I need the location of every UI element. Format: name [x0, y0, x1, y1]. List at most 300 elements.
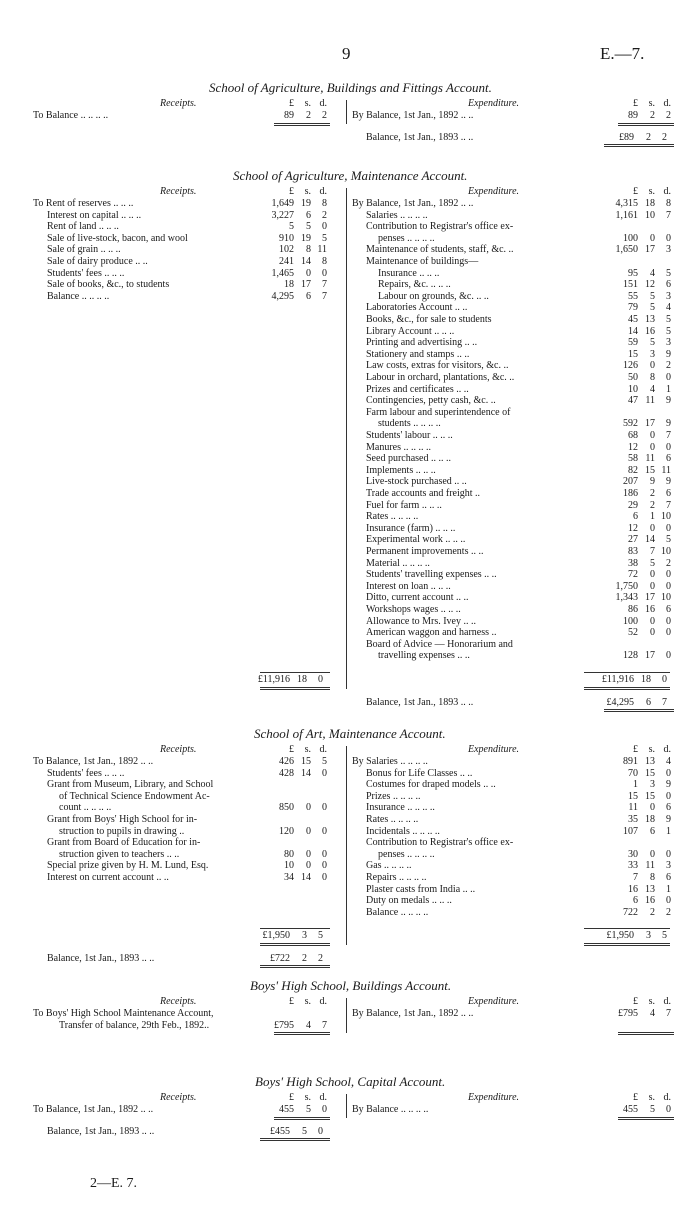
expenditure-label: Manures .. .. .. .. [366, 441, 431, 453]
amount-d: 6 [666, 872, 671, 883]
expenditure-carried-amount [600, 697, 667, 708]
expenditure-money-header [604, 744, 671, 755]
expenditure-amount [604, 279, 671, 290]
amount-d: d. [663, 996, 671, 1007]
amount-d: 7 [666, 209, 671, 221]
expenditure-label: Permanent improvements .. .. [366, 546, 484, 557]
expenditure-header: Expenditure. [468, 1092, 520, 1103]
amount-l: £11,916 [257, 674, 290, 685]
expenditure-label: Costumes for draped models .. .. [366, 779, 496, 791]
amount-l: 128 [623, 650, 638, 662]
amount-d: 0 [666, 848, 671, 860]
amount-s: 18 [297, 674, 307, 685]
receipts-total [256, 930, 323, 941]
receipts-total-rule [260, 928, 330, 929]
amount-l: 18 [284, 279, 294, 291]
expenditure-label: By Balance .. .. .. .. [352, 1104, 429, 1115]
expenditure-label: Plaster casts from India .. .. [366, 883, 476, 895]
receipts-label: Rent of land .. .. .. [47, 221, 119, 233]
receipts-amount [260, 1020, 327, 1031]
amount-d: 3 [666, 290, 671, 302]
amount-l: 1,161 [615, 209, 638, 221]
amount-s: 0 [306, 267, 311, 279]
receipts-label: Students' fees .. .. .. [47, 267, 125, 279]
amount-d: 0 [666, 569, 671, 581]
expenditure-label: Duty on medals .. .. .. [366, 895, 452, 907]
amount-s: 0 [306, 802, 311, 814]
column-divider [346, 998, 347, 1033]
expenditure-label: Printing and advertising .. .. [366, 337, 478, 349]
receipts-amount [260, 872, 327, 883]
amount-l: 455 [623, 1104, 638, 1115]
expenditure-amount [604, 110, 671, 121]
amount-s: 2 [302, 953, 307, 965]
expenditure-label: Contribution to Registrar's office ex- [366, 221, 514, 233]
expenditure-label: Balance .. .. .. .. [366, 906, 429, 918]
expenditure-amount [604, 337, 671, 348]
expenditure-label: Insurance .. .. .. [378, 267, 440, 279]
receipts-amount [260, 802, 327, 813]
expenditure-label: By Balance, 1st Jan., 1892 .. .. [352, 1008, 474, 1019]
amount-l: 55 [628, 290, 638, 302]
expenditure-label: Contribution to Registrar's office ex- [366, 837, 514, 849]
amount-s: 12 [645, 279, 655, 291]
receipts-amount [260, 860, 327, 871]
receipts-amount [260, 849, 327, 860]
expenditure-label: Trade accounts and freight .. [366, 488, 481, 499]
receipts-carried-rule [260, 965, 330, 966]
expenditure-label: Rates .. .. .. .. [366, 511, 419, 523]
amount-l: 16 [628, 883, 638, 895]
amount-s: 0 [650, 627, 655, 639]
expenditure-label: Prizes .. .. .. .. [366, 790, 421, 802]
amount-l: 186 [623, 488, 638, 499]
amount-d: 9 [666, 418, 671, 430]
column-divider [346, 746, 347, 945]
amount-d: 0 [666, 232, 671, 244]
receipts-money-header [260, 1092, 327, 1103]
receipts-amount [260, 279, 327, 290]
expenditure-carried-rule [604, 146, 674, 147]
amount-l: £ [289, 1092, 294, 1103]
amount-d: 0 [322, 802, 327, 814]
receipts-label: Grant from Boys' High School for in- [47, 814, 198, 825]
account-title: Boys' High School, Buildings Account. [250, 978, 452, 993]
receipts-label: count .. .. .. .. [59, 802, 112, 814]
receipts-amount [260, 210, 327, 221]
receipts-total-rule [260, 672, 330, 673]
amount-s: 5 [650, 557, 655, 569]
amount-d: 7 [666, 430, 671, 441]
amount-l: 72 [628, 569, 638, 581]
expenditure-header: Expenditure. [468, 186, 520, 197]
amount-s: 6 [306, 209, 311, 221]
amount-s: 17 [645, 244, 655, 256]
receipts-label: Special prize given by H. M. Lund, Esq. [47, 860, 209, 872]
amount-d: 0 [666, 580, 671, 592]
amount-d: 9 [666, 348, 671, 360]
receipts-label: To Rent of reserves .. .. .. [33, 198, 134, 209]
expenditure-money-header [604, 186, 671, 197]
amount-d: 6 [666, 453, 671, 465]
expenditure-total [600, 930, 667, 941]
expenditure-amount [604, 884, 671, 895]
amount-l: 82 [628, 464, 638, 476]
expenditure-amount [604, 534, 671, 545]
expenditure-balance-rule [618, 1119, 674, 1120]
amount-s: 2 [650, 110, 655, 121]
receipts-carried-rule [260, 967, 330, 968]
expenditure-total-rule-double [584, 943, 670, 944]
receipts-carried-amount [256, 953, 323, 964]
amount-l: 428 [279, 767, 294, 779]
receipts-total [256, 674, 323, 685]
expenditure-amount [604, 1008, 671, 1019]
receipts-amount [260, 268, 327, 279]
amount-l: 7 [633, 872, 638, 883]
amount-l: £1,950 [606, 930, 634, 942]
amount-d: d. [663, 744, 671, 755]
amount-d: 0 [666, 895, 671, 907]
amount-s: 0 [650, 232, 655, 244]
amount-d: 7 [322, 290, 327, 302]
expenditure-label: Students' travelling expenses .. .. [366, 569, 497, 581]
amount-d: 11 [317, 244, 327, 256]
amount-d: 6 [666, 279, 671, 291]
amount-s: 15 [645, 790, 655, 802]
expenditure-label: Library Account .. .. .. [366, 325, 455, 337]
amount-s: 4 [650, 383, 655, 395]
amount-l: 83 [628, 546, 638, 557]
amount-l: 15 [628, 790, 638, 802]
amount-s: 16 [645, 895, 655, 907]
expenditure-amount [604, 523, 671, 534]
expenditure-amount [604, 627, 671, 638]
amount-s: 0 [650, 430, 655, 441]
amount-s: 15 [645, 767, 655, 779]
column-divider [346, 1094, 347, 1118]
amount-l: 3,227 [271, 209, 294, 221]
amount-d: 1 [666, 883, 671, 895]
amount-d: 0 [322, 848, 327, 860]
amount-s: 5 [302, 1125, 307, 1137]
expenditure-amount [604, 791, 671, 802]
receipts-total-rule-double [260, 689, 330, 690]
amount-l: £ [289, 744, 294, 755]
expenditure-amount [604, 314, 671, 325]
expenditure-amount [604, 395, 671, 406]
amount-d: 7 [322, 279, 327, 291]
amount-d: 8 [666, 198, 671, 209]
expenditure-amount [604, 384, 671, 395]
receipts-header: Receipts. [160, 996, 197, 1007]
expenditure-label: Contingencies, petty cash, &c. .. [366, 395, 496, 407]
amount-d: d. [663, 1092, 671, 1103]
amount-l: 29 [628, 499, 638, 511]
amount-d: 1 [666, 825, 671, 837]
expenditure-amount [604, 592, 671, 603]
amount-s: 15 [301, 756, 311, 767]
amount-l: 52 [628, 627, 638, 639]
amount-d: 0 [666, 372, 671, 383]
amount-s: 14 [301, 767, 311, 779]
expenditure-amount [604, 500, 671, 511]
amount-l: 1,465 [271, 267, 294, 279]
amount-d: 2 [666, 906, 671, 918]
receipts-label: To Balance .. .. .. .. [33, 110, 109, 121]
amount-l: £ [633, 996, 638, 1007]
receipts-label: of Technical Science Endowment Ac- [59, 790, 210, 802]
expenditure-label: Stationery and stamps .. .. [366, 348, 470, 360]
amount-s: 16 [645, 325, 655, 337]
amount-d: 2 [662, 131, 667, 143]
amount-s: 0 [306, 848, 311, 860]
receipts-label: Interest on current account .. .. [47, 872, 169, 883]
amount-s: 0 [650, 848, 655, 860]
amount-s: 3 [646, 930, 651, 942]
expenditure-header: Expenditure. [468, 996, 520, 1007]
amount-d: 0 [318, 1125, 323, 1137]
expenditure-money-header [604, 98, 671, 109]
receipts-total-rule-double [260, 687, 330, 688]
expenditure-label: Fuel for farm .. .. .. [366, 499, 442, 511]
amount-l: 12 [628, 522, 638, 534]
amount-l: 59 [628, 337, 638, 349]
amount-s: s. [304, 98, 311, 109]
amount-d: 5 [322, 756, 327, 767]
receipts-label: Grant from Board of Education for in- [47, 837, 201, 849]
amount-l: 14 [628, 325, 638, 337]
amount-l: £455 [270, 1125, 290, 1137]
amount-d: 1 [666, 383, 671, 395]
expenditure-amount [604, 210, 671, 221]
expenditure-total-rule-double [584, 689, 670, 690]
receipts-carried-label: Balance, 1st Jan., 1893 .. .. [47, 1125, 155, 1137]
receipts-label: Sale of dairy produce .. .. [47, 256, 148, 267]
amount-d: 2 [666, 360, 671, 372]
receipts-header: Receipts. [160, 186, 197, 197]
amount-s: s. [648, 744, 655, 755]
amount-l: 79 [628, 302, 638, 314]
amount-d: 7 [322, 1019, 327, 1031]
amount-d: 0 [322, 1104, 327, 1115]
page-reference: E.—7. [600, 44, 645, 63]
amount-d: 9 [666, 779, 671, 791]
amount-s: 17 [645, 650, 655, 662]
expenditure-amount [604, 768, 671, 779]
expenditure-total [600, 674, 667, 685]
amount-s: 8 [306, 244, 311, 256]
expenditure-balance-rule [618, 1032, 674, 1033]
amount-l: 207 [623, 476, 638, 488]
receipts-amount [260, 756, 327, 767]
amount-l: £ [633, 98, 638, 109]
account-title: School of Agriculture, Maintenance Account. [233, 168, 468, 183]
amount-d: 9 [666, 814, 671, 825]
amount-s: 0 [650, 569, 655, 581]
amount-d: d. [319, 98, 327, 109]
expenditure-amount [604, 442, 671, 453]
expenditure-amount [604, 302, 671, 313]
amount-l: 241 [279, 256, 294, 267]
expenditure-label: Insurance .. .. .. .. [366, 802, 435, 814]
receipts-amount [260, 291, 327, 302]
amount-s: 6 [306, 290, 311, 302]
amount-l: 126 [623, 360, 638, 372]
expenditure-label: Workshops wages .. .. .. [366, 604, 461, 615]
amount-s: 4 [306, 1019, 311, 1031]
receipts-header: Receipts. [160, 98, 197, 109]
amount-d: 0 [662, 674, 667, 685]
amount-l: 891 [623, 756, 638, 767]
receipts-label: Students' fees .. .. .. [47, 767, 125, 779]
amount-s: 0 [650, 441, 655, 453]
amount-l: 58 [628, 453, 638, 465]
amount-l: 1 [633, 779, 638, 791]
amount-l: 12 [628, 441, 638, 453]
expenditure-amount [604, 814, 671, 825]
page-number: 9 [342, 44, 351, 63]
expenditure-amount [604, 872, 671, 883]
amount-d: 0 [322, 825, 327, 837]
amount-s: s. [304, 186, 311, 197]
expenditure-label: Live-stock purchased .. .. [366, 476, 467, 488]
amount-s: 11 [645, 453, 655, 465]
column-divider [346, 100, 347, 124]
expenditure-label: travelling expenses .. .. [378, 650, 470, 662]
amount-s: 2 [650, 488, 655, 499]
amount-l: 68 [628, 430, 638, 441]
expenditure-amount [604, 616, 671, 627]
expenditure-amount [604, 546, 671, 557]
expenditure-label: Insurance (farm) .. .. .. [366, 522, 456, 534]
expenditure-amount [604, 372, 671, 383]
receipts-label: Balance .. .. .. .. [47, 290, 110, 302]
expenditure-label: Books, &c., for sale to students [366, 314, 492, 325]
amount-s: 13 [645, 756, 655, 767]
amount-s: 5 [650, 290, 655, 302]
amount-s: 2 [650, 499, 655, 511]
amount-l: 80 [284, 848, 294, 860]
amount-s: s. [648, 186, 655, 197]
expenditure-total-rule [584, 672, 670, 673]
amount-d: 2 [666, 557, 671, 569]
amount-s: 14 [645, 534, 655, 546]
amount-l: 107 [623, 825, 638, 837]
expenditure-label: By Balance, 1st Jan., 1892 .. .. [352, 110, 474, 121]
expenditure-amount [604, 779, 671, 790]
amount-l: 34 [284, 872, 294, 883]
amount-d: 10 [661, 546, 671, 557]
amount-s: 16 [645, 604, 655, 615]
receipts-money-header [260, 98, 327, 109]
amount-d: d. [663, 186, 671, 197]
expenditure-header: Expenditure. [468, 744, 520, 755]
expenditure-amount [604, 268, 671, 279]
receipts-label: To Balance, 1st Jan., 1892 .. .. [33, 756, 154, 767]
amount-l: £795 [618, 1008, 638, 1019]
expenditure-label: Labour in orchard, plantations, &c. .. [366, 372, 515, 383]
amount-d: 7 [666, 1008, 671, 1019]
receipts-label: Sale of live-stock, bacon, and wool [47, 232, 188, 244]
amount-s: 5 [650, 1104, 655, 1115]
amount-s: 3 [302, 930, 307, 942]
amount-d: 8 [322, 256, 327, 267]
expenditure-label: Prizes and certificates .. .. [366, 383, 469, 395]
amount-d: 0 [666, 441, 671, 453]
amount-s: s. [648, 98, 655, 109]
amount-l: 95 [628, 267, 638, 279]
receipts-amount [260, 1104, 327, 1115]
receipts-amount [260, 198, 327, 209]
amount-s: 3 [650, 779, 655, 791]
expenditure-label: Maintenance of buildings— [366, 256, 479, 267]
amount-d: 4 [666, 756, 671, 767]
account-title: Boys' High School, Capital Account. [255, 1074, 446, 1089]
amount-s: 17 [301, 279, 311, 291]
amount-l: 1,343 [615, 592, 638, 604]
amount-l: 89 [284, 110, 294, 121]
amount-l: 1,650 [615, 244, 638, 256]
amount-l: 86 [628, 604, 638, 615]
amount-d: 9 [666, 395, 671, 407]
receipts-amount [260, 233, 327, 244]
amount-l: 10 [628, 383, 638, 395]
amount-d: 2 [322, 110, 327, 121]
expenditure-amount [604, 1104, 671, 1115]
amount-s: s. [648, 996, 655, 1007]
expenditure-amount [604, 907, 671, 918]
expenditure-amount [604, 430, 671, 441]
amount-s: 0 [650, 360, 655, 372]
expenditure-label: Gas .. .. .. .. [366, 860, 412, 872]
amount-l: £795 [274, 1019, 294, 1031]
amount-l: £ [633, 744, 638, 755]
expenditure-carried-rule [604, 711, 674, 712]
expenditure-label: penses .. .. .. .. [378, 848, 435, 860]
expenditure-amount [604, 756, 671, 767]
receipts-label: Transfer of balance, 29th Feb., 1892.. [59, 1019, 210, 1031]
receipts-money-header [260, 744, 327, 755]
amount-l: £4,295 [606, 697, 634, 708]
expenditure-amount [604, 558, 671, 569]
amount-s: 0 [650, 802, 655, 814]
expenditure-money-header [604, 1092, 671, 1103]
expenditure-balance-rule [618, 123, 674, 124]
amount-d: 10 [661, 592, 671, 604]
receipts-header: Receipts. [160, 1092, 197, 1103]
expenditure-label: By Salaries .. .. .. .. [352, 756, 428, 767]
amount-d: 8 [322, 198, 327, 209]
account-title: School of Agriculture, Buildings and Fittings Account. [209, 80, 492, 95]
amount-d: 0 [322, 267, 327, 279]
receipts-balance-rule [274, 123, 330, 124]
amount-s: 13 [645, 883, 655, 895]
amount-s: 7 [650, 546, 655, 557]
amount-l: 30 [628, 848, 638, 860]
amount-l: 47 [628, 395, 638, 407]
amount-l: 850 [279, 802, 294, 814]
expenditure-amount [604, 860, 671, 871]
expenditure-balance-rule [618, 1117, 674, 1118]
amount-s: s. [304, 1092, 311, 1103]
expenditure-total-rule-double [584, 687, 670, 688]
amount-l: 70 [628, 767, 638, 779]
expenditure-label: Interest on loan .. .. .. [366, 580, 451, 592]
receipts-label: To Boys' High School Maintenance Account, [33, 1008, 214, 1019]
amount-l: 1,750 [615, 580, 638, 592]
amount-l: 89 [628, 110, 638, 121]
